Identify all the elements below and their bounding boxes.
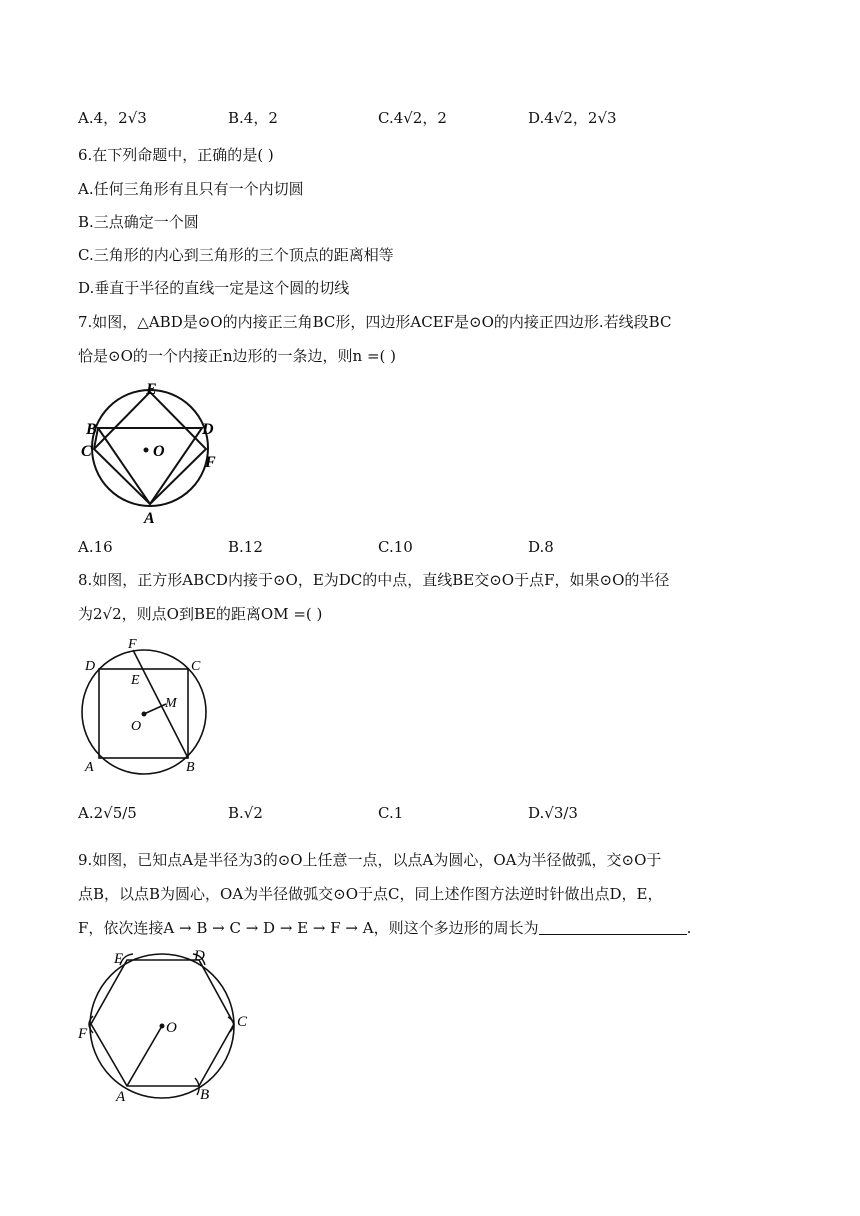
q9-stem-line3	[78, 918, 691, 938]
q7-label-c: C	[81, 443, 92, 460]
q8-label-c: C	[191, 659, 201, 674]
q9-answer-blank	[539, 920, 687, 935]
q6-option-a: A.任何三角形有且只有一个内切圆	[78, 180, 304, 198]
q7-stem-line1: 7.如图，△ABD是⊙O的内接正三角BC形，四边形ACEF是⊙O的内接正四边形.若线段BC	[78, 313, 672, 331]
q5-option-d: D.4√2，2√3	[528, 109, 617, 127]
q9-figure	[78, 946, 258, 1106]
q9-label-f: F	[78, 1026, 88, 1042]
q9-stem-line1: 9.如图，已知点A是半径为3的⊙O上任意一点，以点A为圆心，OA为半径做弧，交⊙O于	[78, 851, 662, 869]
q7-center-dot	[144, 448, 149, 453]
q8-option-d: D.√3/3	[528, 804, 578, 822]
q7-label-o: O	[153, 443, 165, 460]
q8-center-dot	[142, 712, 147, 717]
q9-stem-line3-text: F，依次连接A → B → C → D → E → F → A，则这个多边形的周长为	[78, 919, 539, 937]
q8-line-bf	[133, 650, 188, 758]
q9-label-o: O	[166, 1020, 177, 1036]
q7-label-f: F	[205, 454, 216, 471]
q7-label-e: E	[146, 381, 157, 398]
q6-option-d: D.垂直于半径的直线一定是这个圆的切线	[78, 279, 350, 297]
q8-option-b: B.√2	[228, 804, 263, 822]
q7-circle	[92, 390, 208, 506]
q9-hexagon-abcdef	[91, 960, 234, 1086]
q5-option-b: B.4，2	[228, 109, 278, 127]
q9-stem-line3-end: .	[686, 919, 692, 937]
q5-option-a: A.4，2√3	[78, 109, 147, 127]
q8-label-o: O	[131, 719, 142, 734]
q6-stem: 6.在下列命题中，正确的是( )	[78, 146, 274, 164]
q8-label-e: E	[131, 673, 140, 688]
q7-option-a: A.16	[78, 538, 113, 556]
q8-label-a: A	[85, 760, 94, 775]
q8-label-b: B	[186, 760, 195, 775]
q8-stem-line2: 为2√2，则点O到BE的距离OM =( )	[78, 605, 323, 623]
q8-label-d: D	[85, 659, 96, 674]
q9-segment-oa	[127, 1026, 162, 1086]
q9-label-d: D	[194, 948, 205, 964]
q7-label-d: D	[202, 421, 214, 438]
q7-option-b: B.12	[228, 538, 263, 556]
q9-label-e: E	[114, 951, 124, 967]
q9-center-dot	[160, 1024, 165, 1029]
q8-figure	[78, 632, 228, 777]
q8-option-c: C.1	[378, 804, 404, 822]
q7-option-d: D.8	[528, 538, 554, 556]
q9-stem-line2: 点B，以点B为圆心，OA为半径做弧交⊙O于点C，同上述作图方法逆时针做出点D，E，	[78, 885, 663, 903]
q8-option-a: A.2√5/5	[78, 804, 137, 822]
q6-option-c: C.三角形的内心到三角形的三个顶点的距离相等	[78, 246, 394, 264]
q8-stem-line1: 8.如图，正方形ABCD内接于⊙O，E为DC的中点，直线BE交⊙O于点F，如果⊙O的半径	[78, 571, 670, 589]
q5-option-c: C.4√2，2	[378, 109, 447, 127]
q7-label-b: B	[86, 421, 97, 438]
q8-label-f: F	[128, 637, 137, 652]
q7-option-c: C.10	[378, 538, 413, 556]
q7-figure	[78, 378, 238, 528]
q8-label-m: M	[165, 696, 177, 711]
q9-label-b: B	[200, 1087, 210, 1103]
q7-stem-line2: 恰是⊙O的一个内接正n边形的一条边，则n =( )	[78, 347, 396, 365]
q6-option-b: B.三点确定一个圆	[78, 213, 199, 231]
q9-label-c: C	[237, 1014, 248, 1030]
q7-label-a: A	[144, 510, 155, 527]
q9-label-a: A	[116, 1089, 126, 1105]
